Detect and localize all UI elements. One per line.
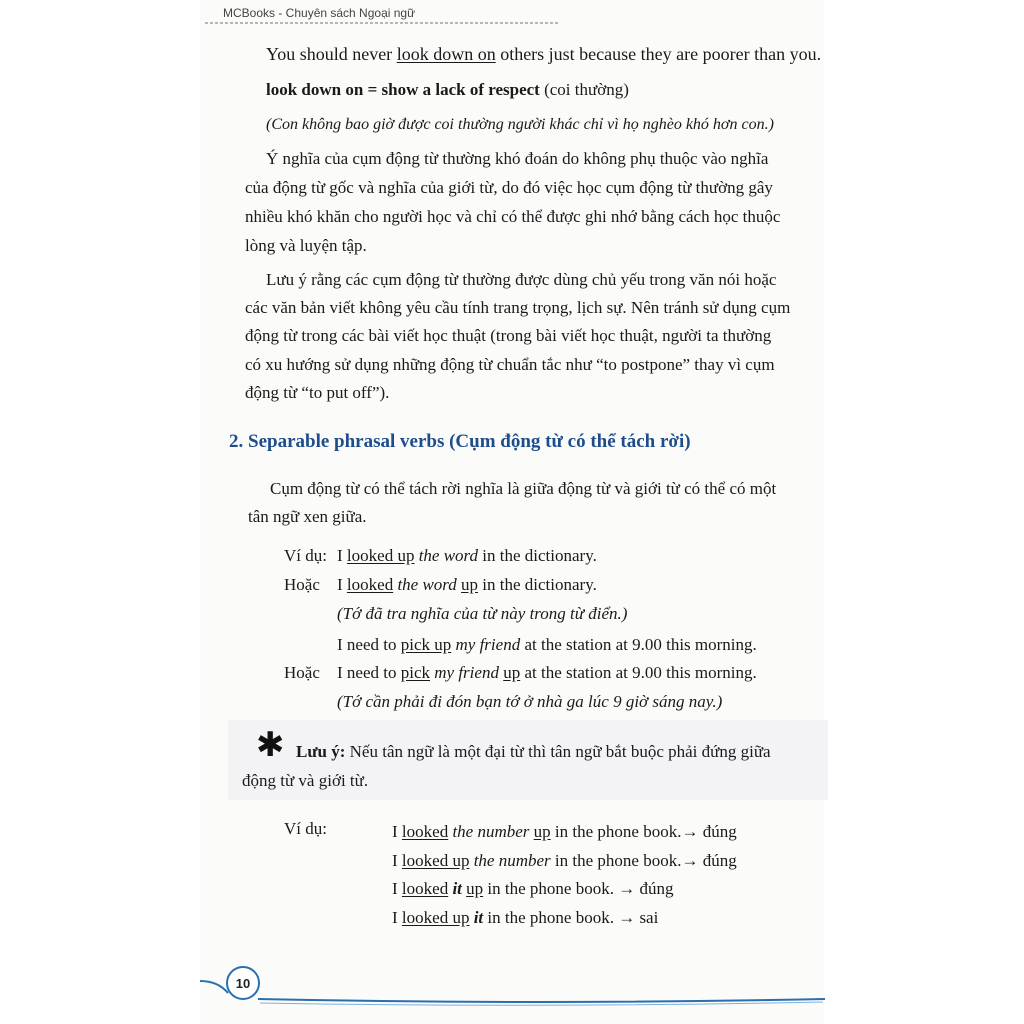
para2-line: động từ trong các bài viết học thuật (trong bài viết học thuật, người ta thường xyxy=(245,326,772,345)
header-rule xyxy=(205,22,560,24)
para2-line: có xu hướng sử dụng những động từ chuẩn tắc như “to postpone” thay vì cụm xyxy=(245,355,775,374)
para1-line: của động từ gốc và nghĩa của giới từ, do đó việc học cụm động từ thường gây xyxy=(245,178,773,197)
example-label: Ví dụ: xyxy=(284,546,327,565)
para2-line: Lưu ý rằng các cụm động từ thường được dùng chủ yếu trong văn nói hoặc xyxy=(266,270,777,289)
intro-translation: (Con không bao giờ được coi thường người khác chỉ vì họ nghèo khó hơn con.) xyxy=(266,116,774,133)
example-label: Ví dụ: xyxy=(284,819,327,838)
note-line: Lưu ý: Nếu tân ngữ là một đại từ thì tân ngữ bắt buộc phải đứng giữa xyxy=(296,742,771,761)
example-row: I looked up the number in the phone book.→ đúng xyxy=(392,851,737,870)
example-row: I looked it up in the phone book. → đúng xyxy=(392,879,674,898)
example-translation: (Tớ đã tra nghĩa của từ này trong từ điển.) xyxy=(337,604,628,623)
example-sentence: I looked up the word in the dictionary. xyxy=(337,546,597,565)
example-translation: (Tớ cần phải đi đón bạn tớ ở nhà ga lúc 9 giờ sáng nay.) xyxy=(337,692,723,711)
page-number: 10 xyxy=(226,966,260,1000)
section-heading: 2. Separable phrasal verbs (Cụm động từ có thể tách rời) xyxy=(229,431,691,452)
example-row: I looked the number up in the phone book.→ đúng xyxy=(392,822,737,841)
intro-example: You should never look down on others just because they are poorer than you. xyxy=(266,44,822,64)
section2-para-line: tân ngữ xen giữa. xyxy=(248,507,367,526)
footer-decoration xyxy=(0,955,1024,1015)
page-margin-right xyxy=(824,0,1024,1024)
para1-line: nhiều khó khăn cho người học và chỉ có thể được ghi nhớ bằng cách học thuộc xyxy=(245,207,781,226)
alternative-label: Hoặc xyxy=(284,575,320,594)
example-sentence: I looked the word up in the dictionary. xyxy=(337,575,597,594)
footer-swoosh-left xyxy=(200,981,228,993)
asterisk-icon: ✱ xyxy=(256,725,285,765)
para2-line: động từ “to put off”). xyxy=(245,383,390,402)
note-line: động từ và giới từ. xyxy=(242,771,369,790)
example-row: I looked up it in the phone book. → sai xyxy=(392,908,659,927)
para1-line: Ý nghĩa của cụm động từ thường khó đoán do không phụ thuộc vào nghĩa xyxy=(266,149,769,168)
alternative-label: Hoặc xyxy=(284,663,320,682)
example-sentence: I need to pick up my friend at the station at 9.00 this morning. xyxy=(337,635,757,654)
section2-para-line: Cụm động từ có thể tách rời nghĩa là giữa động từ và giới từ có thể có một xyxy=(270,479,777,498)
example-sentence: I need to pick my friend up at the station at 9.00 this morning. xyxy=(337,663,757,682)
page-margin-left xyxy=(0,0,200,1024)
running-header: MCBooks - Chuyên sách Ngoại ngữ xyxy=(223,6,416,20)
footer-rule xyxy=(258,999,825,1002)
para1-line: lòng và luyện tập. xyxy=(245,236,367,255)
intro-definition: look down on = show a lack of respect (coi thường) xyxy=(266,80,629,99)
para2-line: các văn bản viết không yêu cầu tính trang trọng, lịch sự. Nên tránh sử dụng cụm xyxy=(245,298,791,317)
